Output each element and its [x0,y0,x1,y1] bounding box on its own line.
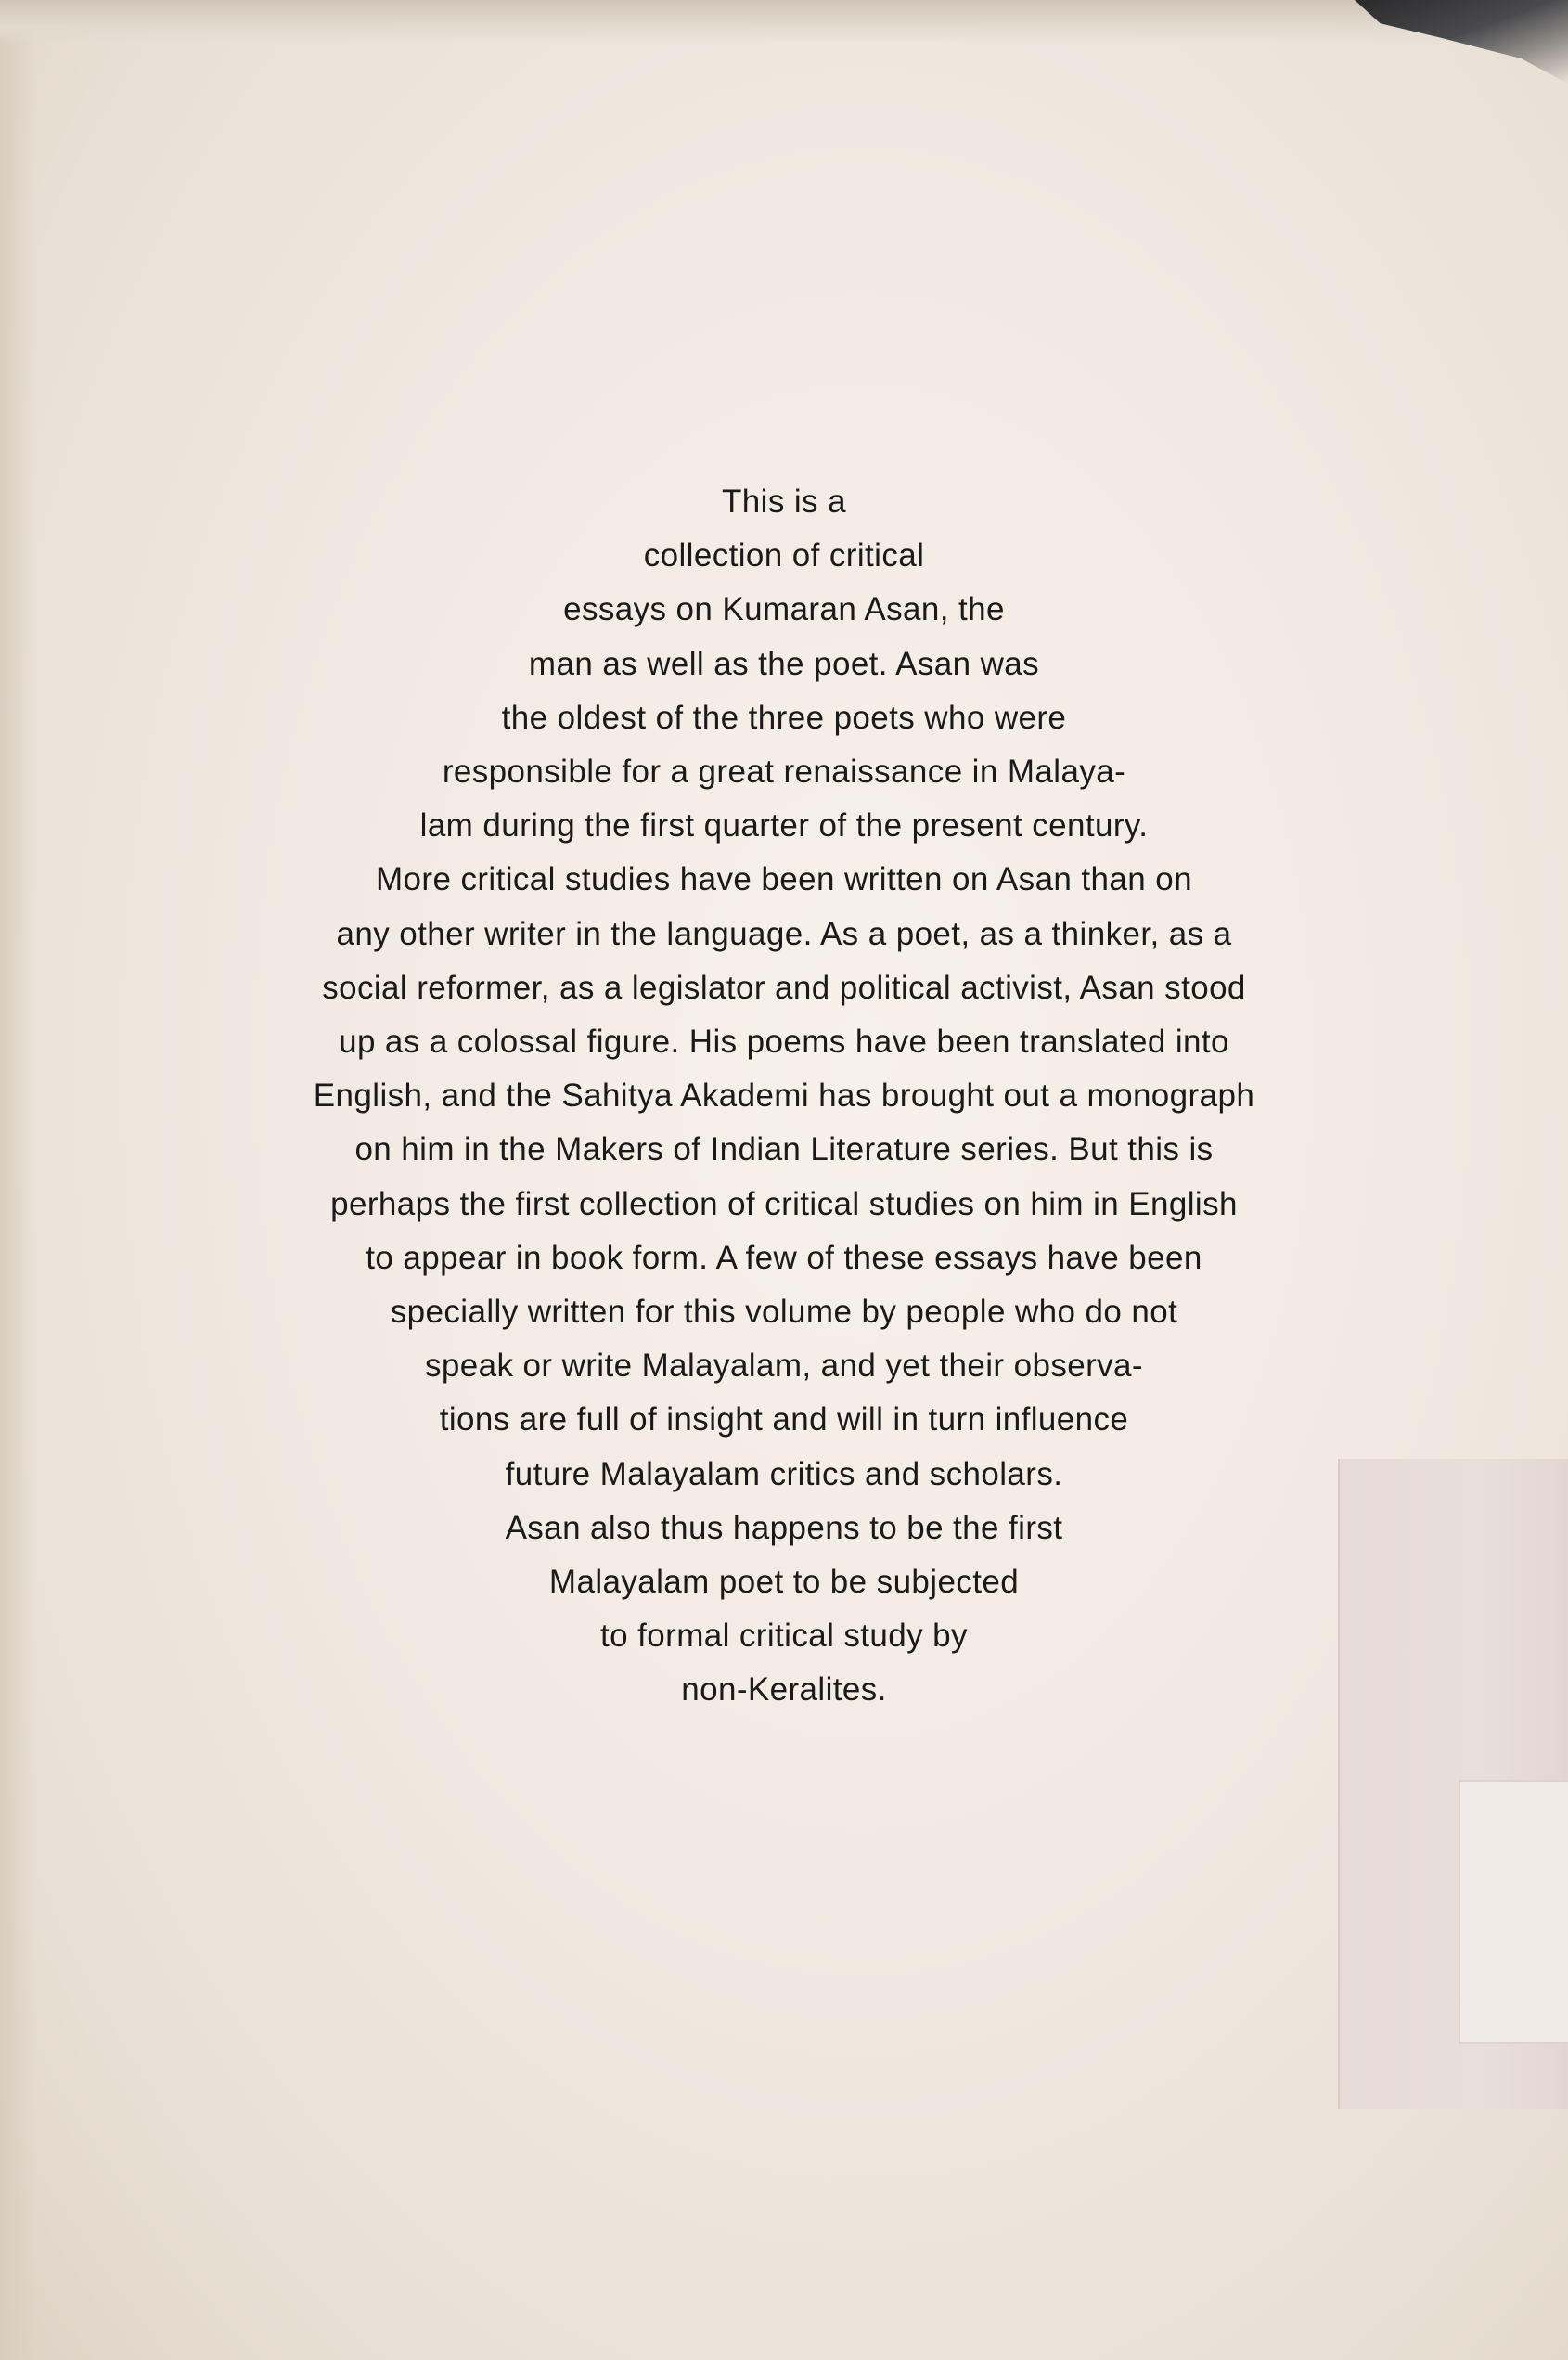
blurb-text [186,475,1382,1718]
blurb-line: English, and the Sahitya Akademi has brought out a monograph [313,1077,1255,1115]
blurb-line: Malayalam poet to be subjected [548,1564,1020,1601]
blurb-line: collection of critical [643,537,925,574]
blurb-line: on him in the Makers of Indian Literature series. But this is [354,1131,1214,1168]
blurb-line: the oldest of the three poets who were [501,699,1067,736]
blurb-line: social reformer, as a legislator and political activist, Asan stood [322,969,1246,1006]
blurb-line: More critical studies have been written on Asan than on [376,861,1192,898]
blurb-line: responsible for a great renaissance in Malaya- [442,754,1126,791]
blurb-line: up as a colossal figure. His poems have been translated into [339,1024,1229,1061]
blurb-line: to formal critical study by [600,1618,968,1655]
blurb-line: lam during the first quarter of the present century. [419,807,1149,845]
blurb-line: This is a [722,484,846,520]
blurb-line: to appear in book form. A few of these essays have been [366,1239,1202,1276]
tape-patch-inner [1459,1780,1568,2044]
blurb-line: non-Keralites. [681,1671,887,1709]
blurb-line: Asan also thus happens to be the first [505,1509,1063,1546]
blurb-line: perhaps the first collection of critical studies on him in English [330,1185,1238,1222]
blurb-line: future Malayalam critics and scholars. [505,1455,1063,1492]
blurb-line: tions are full of insight and will in turn influence [439,1401,1129,1438]
blurb-line: any other writer in the language. As a poet, as a thinker, as a [336,915,1232,952]
page-edge-top [0,0,1568,45]
page-shadow-left [0,0,37,2360]
blurb-line: man as well as the poet. Asan was [528,645,1040,682]
blurb-line: specially written for this volume by people who do not [390,1294,1178,1331]
blurb-line: essays on Kumaran Asan, the [563,591,1005,628]
blurb-line: speak or write Malayalam, and yet their observa- [425,1348,1143,1385]
